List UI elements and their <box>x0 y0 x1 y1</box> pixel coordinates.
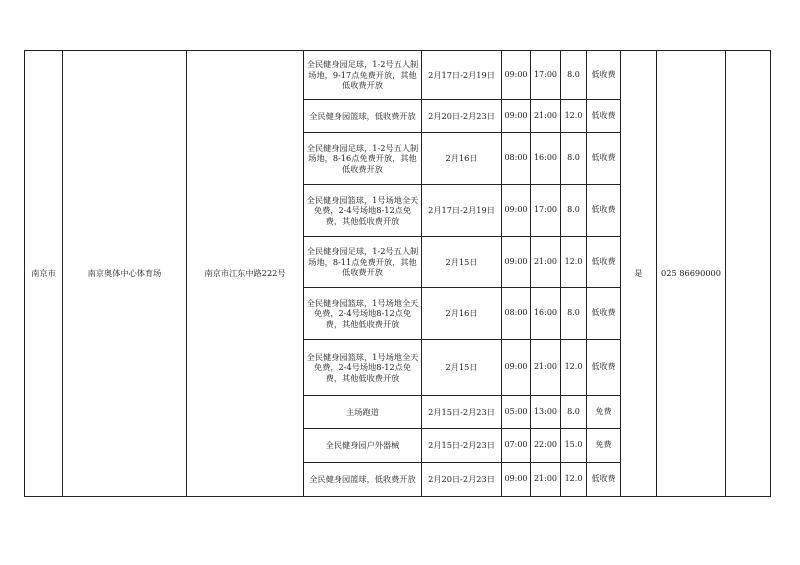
facility-cell: 全民健身园篮球，1号场地全天免费，2-4号场地8-12点免费，其他低收费开放 <box>304 288 422 340</box>
city-cell: 南京市 <box>25 51 63 497</box>
close-time-cell: 22:00 <box>531 429 561 463</box>
open-time-cell: 09:00 <box>502 100 531 133</box>
open-time-cell: 09:00 <box>502 51 531 100</box>
open-time-cell: 09:00 <box>502 185 531 237</box>
note-cell <box>726 51 771 497</box>
hours-cell: 12.0 <box>561 463 587 497</box>
close-time-cell: 17:00 <box>531 185 561 237</box>
facility-cell: 全民健身园篮球，低收费开放 <box>304 463 422 497</box>
venue-schedule-table <box>24 50 771 497</box>
dates-cell: 2月15日 <box>422 340 502 396</box>
open-time-cell: 08:00 <box>502 288 531 340</box>
open-time-cell: 09:00 <box>502 237 531 288</box>
dates-cell: 2月15日 <box>422 237 502 288</box>
fee-cell: 低收费 <box>587 51 621 100</box>
close-time-cell: 21:00 <box>531 463 561 497</box>
close-time-cell: 21:00 <box>531 237 561 288</box>
hours-cell: 12.0 <box>561 237 587 288</box>
address-cell: 南京市江东中路222号 <box>187 51 304 497</box>
dates-cell: 2月16日 <box>422 288 502 340</box>
close-time-cell: 21:00 <box>531 100 561 133</box>
facility-cell: 全民健身园篮球，低收费开放 <box>304 100 422 133</box>
fee-cell: 低收费 <box>587 288 621 340</box>
close-time-cell: 16:00 <box>531 288 561 340</box>
hours-cell: 8.0 <box>561 133 587 185</box>
dates-cell: 2月20日-2月23日 <box>422 100 502 133</box>
fee-cell: 低收费 <box>587 185 621 237</box>
open-time-cell: 09:00 <box>502 463 531 497</box>
hours-cell: 8.0 <box>561 185 587 237</box>
open-time-cell: 05:00 <box>502 396 531 429</box>
hours-cell: 8.0 <box>561 288 587 340</box>
close-time-cell: 17:00 <box>531 51 561 100</box>
facility-cell: 全民健身园足球，1-2号五人制场地，8-16点免费开放，其他低收费开放 <box>304 133 422 185</box>
venue-name-cell: 南京奥体中心体育场 <box>63 51 187 497</box>
facility-cell: 全民健身园户外器械 <box>304 429 422 463</box>
dates-cell: 2月15日-2月23日 <box>422 429 502 463</box>
fee-cell: 免费 <box>587 429 621 463</box>
hours-cell: 8.0 <box>561 396 587 429</box>
fee-cell: 免费 <box>587 396 621 429</box>
fee-cell: 低收费 <box>587 133 621 185</box>
facility-cell: 全民健身园篮球，1号场地全天免费，2-4号场地8-12点免费，其他低收费开放 <box>304 185 422 237</box>
facility-cell: 全民健身园足球，1-2号五人制场地，8-11点免费开放，其他低收费开放 <box>304 237 422 288</box>
fee-cell: 低收费 <box>587 340 621 396</box>
open-time-cell: 07:00 <box>502 429 531 463</box>
hours-cell: 8.0 <box>561 51 587 100</box>
open-flag-cell: 是 <box>621 51 657 497</box>
facility-cell: 主场跑道 <box>304 396 422 429</box>
close-time-cell: 16:00 <box>531 133 561 185</box>
dates-cell: 2月16日 <box>422 133 502 185</box>
hours-cell: 15.0 <box>561 429 587 463</box>
dates-cell: 2月20日-2月23日 <box>422 463 502 497</box>
open-time-cell: 09:00 <box>502 340 531 396</box>
facility-cell: 全民健身园足球，1-2号五人制场地，9-17点免费开放，其他低收费开放 <box>304 51 422 100</box>
hours-cell: 12.0 <box>561 100 587 133</box>
close-time-cell: 13:00 <box>531 396 561 429</box>
phone-cell: 025 86690000 <box>657 51 726 497</box>
facility-cell: 全民健身园篮球，1号场地全天免费，2-4号场地8-12点免费，其他低收费开放 <box>304 340 422 396</box>
fee-cell: 低收费 <box>587 463 621 497</box>
table-body <box>25 51 771 497</box>
dates-cell: 2月17日-2月19日 <box>422 51 502 100</box>
fee-cell: 低收费 <box>587 100 621 133</box>
dates-cell: 2月17日-2月19日 <box>422 185 502 237</box>
hours-cell: 12.0 <box>561 340 587 396</box>
table-row <box>25 51 771 100</box>
dates-cell: 2月15日-2月23日 <box>422 396 502 429</box>
open-time-cell: 08:00 <box>502 133 531 185</box>
fee-cell: 低收费 <box>587 237 621 288</box>
close-time-cell: 21:00 <box>531 340 561 396</box>
